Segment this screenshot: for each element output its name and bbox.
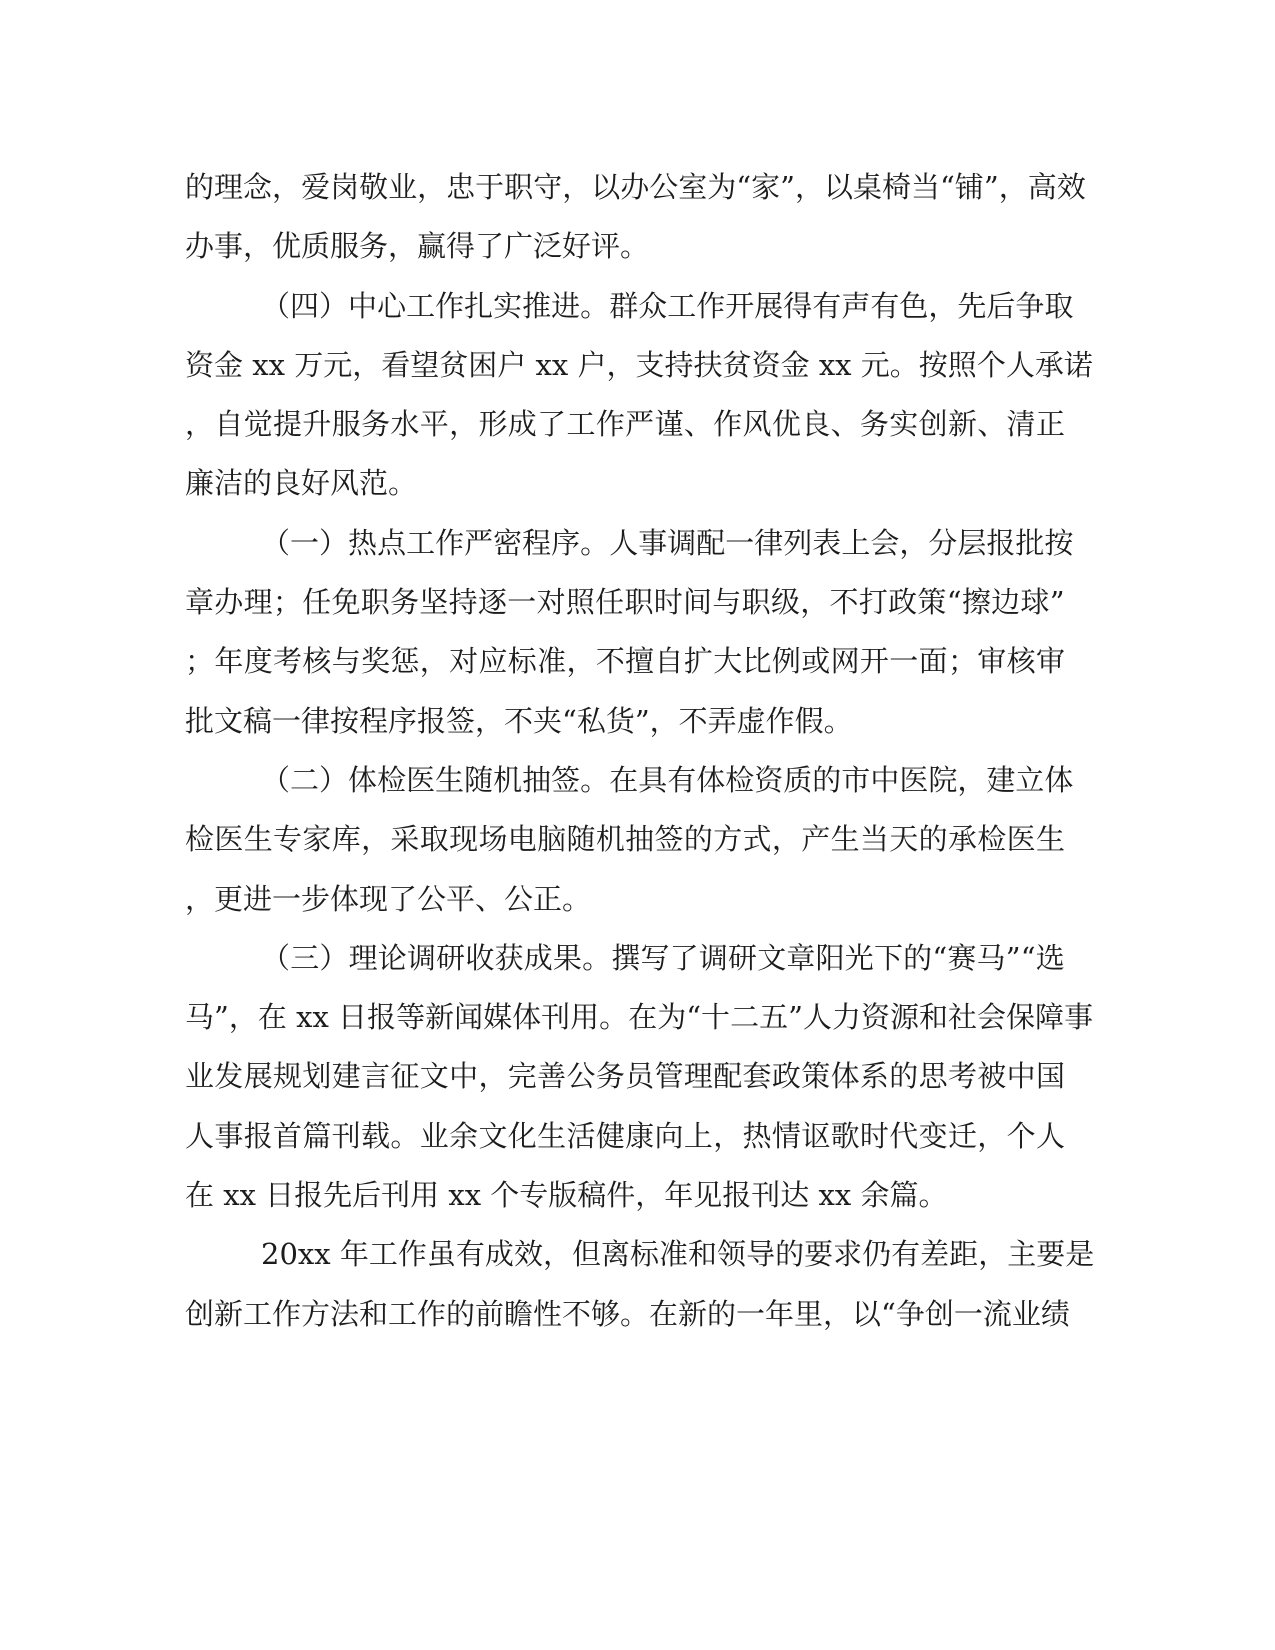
- paragraph: [185, 277, 1093, 514]
- text-line: 2 0 x x 年 工 作 虽 有 成 效 ， 但 离 标 准 和 领 导 的 要 求 仍 有 差 距 ， 主 要 是: [261, 1237, 1095, 1272]
- text-line: 人 事 报 首 篇 刊 载 。 业 余 文 化 生 活 健 康 向 上 ， 热 情 讴 歌 时 代 变 迁 ， 个 人: [185, 1118, 1065, 1153]
- text-line: 廉洁的良好风范。: [185, 466, 418, 501]
- paragraph: [185, 514, 1074, 751]
- text-line: （ 一 ） 热 点 工 作 严 密 程 序 。 人 事 调 配 一 律 列 表 上 会 ， 分 层 报 批 按: [261, 525, 1074, 560]
- text-line: ， 自 觉 提 升 服 务 水 平 ， 形 成 了 工 作 严 谨 、 作 风 优 良 、 务 实 创 新 、 清 正: [185, 407, 1065, 442]
- text-line: 资 金 x x 万 元 ， 看 望 贫 困 户 x x 户 ， 支 持 扶 贫 资 金 x x 元 。 按 照 个 人 承 诺: [185, 347, 1093, 382]
- text-line: 的 理 念 ， 爱 岗 敬 业 ， 忠 于 职 守 ， 以 办 公 室 为 “ 家 ” ， 以 桌 椅 当 “ 铺 ” ， 高 效: [185, 170, 1086, 204]
- paragraph: [185, 158, 1086, 277]
- text-line: ； 年 度 考 核 与 奖 惩 ， 对 应 标 准 ， 不 擅 自 扩 大 比 例 或 网 开 一 面 ； 审 核 审: [185, 644, 1065, 679]
- text-line: （ 三 ） 理 论 调 研 收 获 成 果 。 撰 写 了 调 研 文 章 阳 光 下 的 “ 赛 马 ” “ 选: [261, 940, 1065, 975]
- paragraph: [185, 929, 1094, 1225]
- document-body: [185, 158, 1095, 1344]
- paragraph: [185, 1225, 1095, 1344]
- text-line: （ 四 ） 中 心 工 作 扎 实 推 进 。 群 众 工 作 开 展 得 有 声 有 色 ， 先 后 争 取: [261, 288, 1074, 323]
- text-line: （ 二 ） 体 检 医 生 随 机 抽 签 。 在 具 有 体 检 资 质 的 市 中 医 院 ， 建 立 体: [261, 762, 1074, 797]
- paragraph: [185, 751, 1074, 929]
- text-line: ，更进一步体现了公平、公正。: [185, 881, 592, 916]
- text-line: 业 发 展 规 划 建 言 征 文 中 ， 完 善 公 务 员 管 理 配 套 政 策 体 系 的 思 考 被 中 国: [185, 1059, 1065, 1094]
- text-line: 办事，优质服务，赢得了广泛好评。: [185, 229, 650, 264]
- text-line: 批文稿一律按程序报签，不夹“私货”，不弄虚作假。: [185, 703, 853, 738]
- text-line: 创新工作方法和工作的前瞻性不够。在新的一年里，以“争创一流业绩: [185, 1296, 1070, 1331]
- text-line: 检 医 生 专 家 库 ， 采 取 现 场 电 脑 随 机 抽 签 的 方 式 ， 产 生 当 天 的 承 检 医 生: [185, 822, 1065, 857]
- text-line: 在 xx 日报先后刊用 xx 个专版稿件，年见报刊达 xx 余篇。: [185, 1178, 948, 1213]
- text-line: 马 ” ， 在 x x 日 报 等 新 闻 媒 体 刊 用 。 在 为 “ 十 二 五 ” 人 力 资 源 和 社 会 保 障 事: [185, 1000, 1094, 1035]
- text-line: 章 办 理 ； 任 免 职 务 坚 持 逐 一 对 照 任 职 时 间 与 职 级 ， 不 打 政 策 “ 擦 边 球 ”: [185, 585, 1065, 620]
